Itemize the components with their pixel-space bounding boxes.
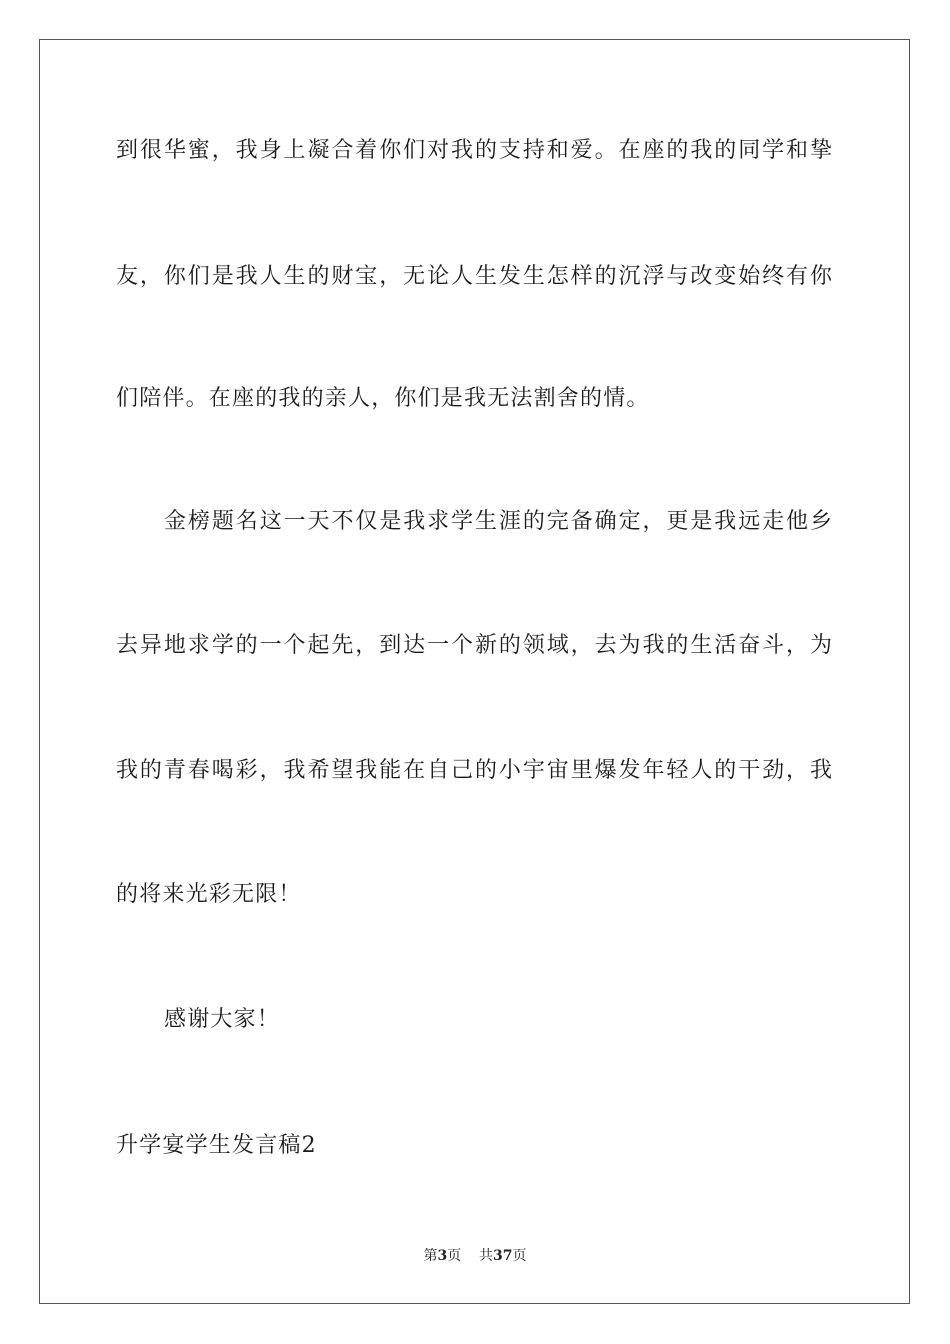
page-frame [39,39,910,1304]
body-line-3: 们陪伴。在座的我的亲人，你们是我无法割舍的情。 [116,386,650,411]
body-line-6: 我的青春喝彩，我希望我能在自己的小宇宙里爆发年轻人的干劲，我 [116,758,832,783]
page-number: 3 [437,1248,448,1264]
body-line-5: 去异地求学的一个起先，到达一个新的领域，去为我的生活奋斗，为 [116,633,832,658]
body-line-7: 的将来光彩无限！ [116,882,302,907]
page-footer [0,1247,950,1265]
closing-line: 感谢大家！ [164,1007,281,1032]
total-pages: 37 [493,1248,513,1264]
body-line-1: 到很华蜜，我身上凝合着你们对我的支持和爱。在座的我的同学和挚 [116,138,832,163]
body-line-2: 友，你们是我人生的财宝，无论人生发生怎样的沉浮与改变始终有你 [116,264,832,289]
body-line-4: 金榜题名这一天不仅是我求学生涯的完备确定，更是我远走他乡 [164,509,832,534]
page-prefix: 第 [423,1248,438,1264]
total-suffix: 页 [512,1248,527,1264]
page-suffix: 页 [447,1248,462,1264]
total-prefix: 共 [479,1248,494,1264]
section-heading: 升学宴学生发言稿2 [116,1133,317,1158]
